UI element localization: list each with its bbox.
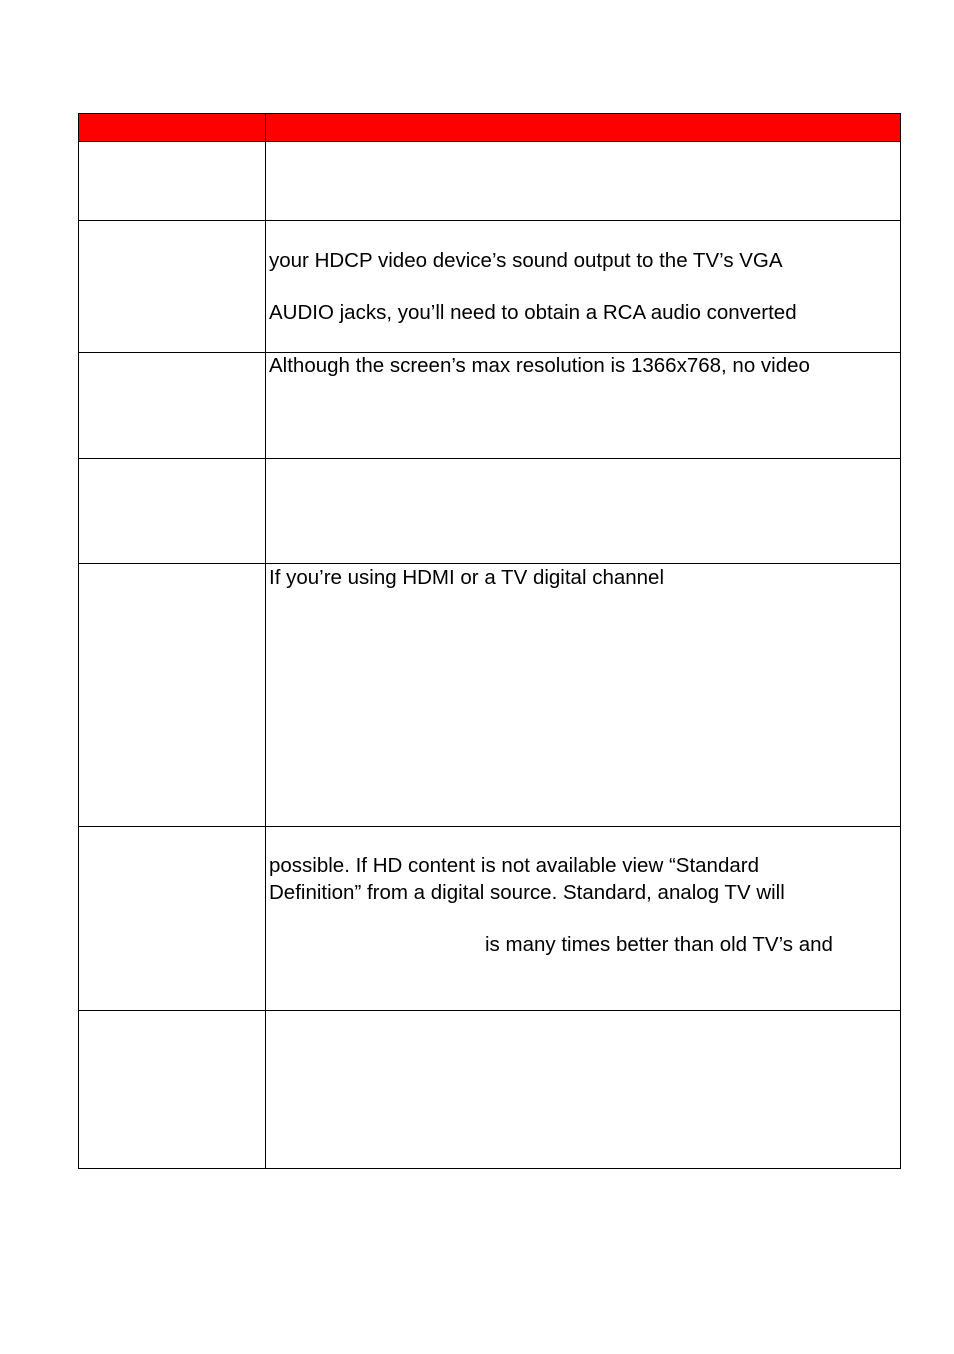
cell-text-line: is many times better than old TV’s and [485,933,833,956]
table-row [78,220,901,352]
column-divider [265,827,266,1011]
cell-text-line: If you’re using HDMI or a TV digital channel [269,566,665,589]
column-divider [265,564,266,827]
column-divider [265,142,266,221]
table-header-row [78,113,901,141]
spec-table [78,113,901,1169]
table-cell-description [269,827,896,1011]
cell-text-line: possible. If HD content is not available view “Standard [269,854,759,877]
table-row [78,458,901,564]
table-cell-description [269,1011,896,1168]
column-divider [265,114,266,141]
column-divider [265,1011,266,1168]
table-cell-description [269,353,896,458]
column-divider [265,353,266,458]
column-divider [265,459,266,564]
table-cell-description [269,564,896,827]
cell-text-line: AUDIO jacks, you’ll need to obtain a RCA audio converted [269,301,797,324]
table-cell-description [269,459,896,564]
cell-text-line: your HDCP video device’s sound output to the TV’s VGA [269,249,783,272]
column-divider [265,221,266,352]
table-row [78,141,901,221]
cell-text-line: Definition” from a digital source. Standard, analog TV will [269,881,785,904]
table-row [78,563,901,827]
table-row [78,352,901,458]
table-cell-description [269,221,896,352]
table-cell-description [269,142,896,221]
table-row [78,1010,901,1169]
table-row [78,826,901,1011]
cell-text-line: Although the screen’s max resolution is 1366x768, no video [269,354,810,377]
